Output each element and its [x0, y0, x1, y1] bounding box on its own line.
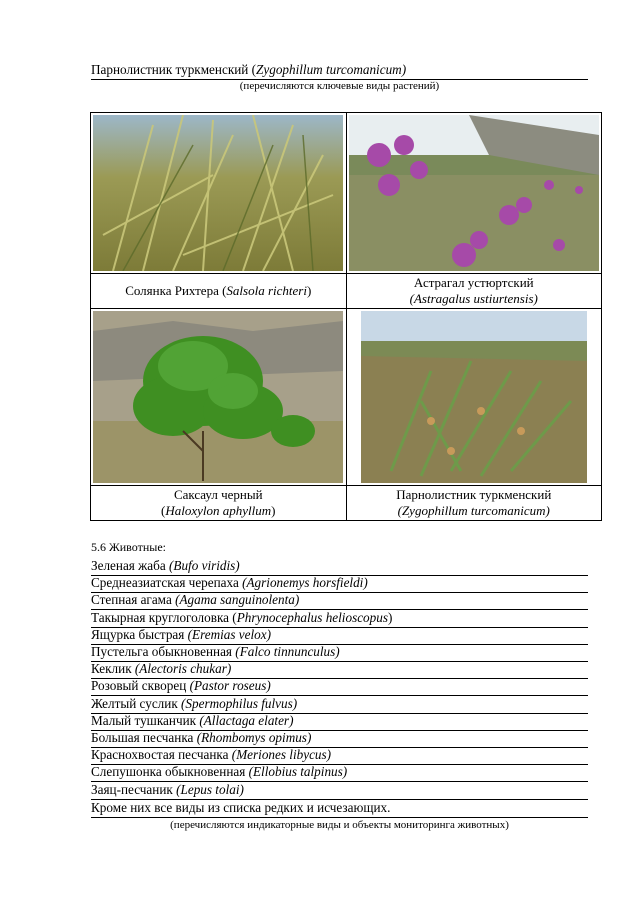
animal-list-item	[91, 661, 588, 679]
animal-latin-name: (Falco tinnunculus)	[235, 644, 340, 659]
animal-list-item	[91, 558, 588, 576]
animal-name: Такырная круглоголовка (	[91, 609, 237, 625]
photo-cell-astragalus	[346, 113, 602, 274]
closing-line: Кроме них все виды из списка редких и исчезающих.	[91, 800, 588, 818]
animal-list-item	[91, 644, 588, 662]
animal-list-item	[91, 713, 588, 731]
zygophyllum-photo	[361, 311, 587, 483]
animal-latin-name: (Spermophilus fulvus)	[181, 695, 298, 711]
photo-cell-salsola	[91, 113, 347, 274]
animal-latin-name: (Agama sanguinolenta)	[175, 592, 300, 608]
animal-list-item	[91, 696, 588, 714]
animal-list-item	[91, 575, 588, 593]
animal-name: Ящурка быстрая	[91, 626, 188, 642]
caption-astragalus: Астрагал устюртский (Astragalus ustiurtensis)	[346, 274, 602, 309]
astragalus-photo	[349, 115, 599, 271]
animal-latin-name: (Agrionemys horsfieldi)	[242, 575, 368, 591]
animal-latin-name: (Ellobius talpinus)	[248, 764, 348, 780]
animal-name: Слепушонка обыкновенная	[91, 764, 249, 780]
plant-photo-table	[90, 112, 602, 521]
animals-note: (перечисляются индикаторные виды и объекты мониторинга животных)	[170, 819, 509, 831]
animal-name: Краснохвостая песчанка	[91, 747, 232, 763]
animal-name: Заяц-песчаник	[91, 781, 177, 797]
animal-latin-name: (Meriones libycus)	[231, 747, 332, 763]
animal-latin-name: (Allactaga elater)	[199, 712, 294, 728]
haloxylon-photo	[93, 311, 343, 483]
animal-name: Малый тушканчик	[91, 712, 200, 728]
animal-name: Розовый скворец	[91, 678, 190, 694]
animal-name: Пустельга обыкновенная	[91, 644, 236, 659]
caption-haloxylon: Саксаул черный (Haloxylon aphyllum)	[91, 486, 347, 521]
animal-list-item	[91, 627, 588, 645]
section-title: 5.6 Животные:	[91, 540, 166, 554]
animal-latin-name: (Pastor roseus)	[189, 678, 271, 694]
animal-name: Большая песчанка	[91, 730, 197, 745]
salsola-photo	[93, 115, 343, 271]
animal-name: Кеклик	[91, 661, 135, 677]
photo-cell-haloxylon	[91, 309, 347, 486]
animal-list-item	[91, 782, 588, 800]
animal-latin-name: (Rhombomys opimus)	[196, 730, 312, 745]
animal-name: Желтый суслик	[91, 695, 182, 711]
caption-zygophyllum: Парнолистник туркменский (Zygophillum turcomanicum)	[346, 486, 602, 521]
animal-list-item	[91, 747, 588, 765]
header-note: (перечисляются ключевые виды растений)	[239, 80, 440, 92]
animal-latin-name: (Bufo viridis)	[169, 558, 240, 573]
animal-name: Среднеазиатская черепаха	[91, 575, 243, 591]
animal-list-item	[91, 678, 588, 696]
animal-list-item	[91, 730, 588, 748]
animal-name: Степная агама	[91, 592, 176, 608]
animal-latin-name: (Lepus tolai)	[176, 781, 244, 797]
animal-latin-name: (Alectoris chukar)	[134, 661, 232, 677]
caption-salsola: Солянка Рихтера (Salsola richteri)	[91, 274, 347, 309]
animal-name: Зеленая жаба	[91, 558, 169, 573]
animal-latin-name: Phrynocephalus helioscopus	[236, 609, 388, 625]
animal-latin-name: (Eremias velox)	[187, 626, 272, 642]
animal-list-item	[91, 592, 588, 610]
animal-list-item	[91, 610, 588, 628]
animal-name-tail: )	[387, 609, 393, 625]
animal-list-item	[91, 764, 588, 782]
header-title: Парнолистник туркменский (Zygophillum turcomanicum)	[91, 62, 588, 80]
photo-cell-zygophyllum	[346, 309, 602, 486]
